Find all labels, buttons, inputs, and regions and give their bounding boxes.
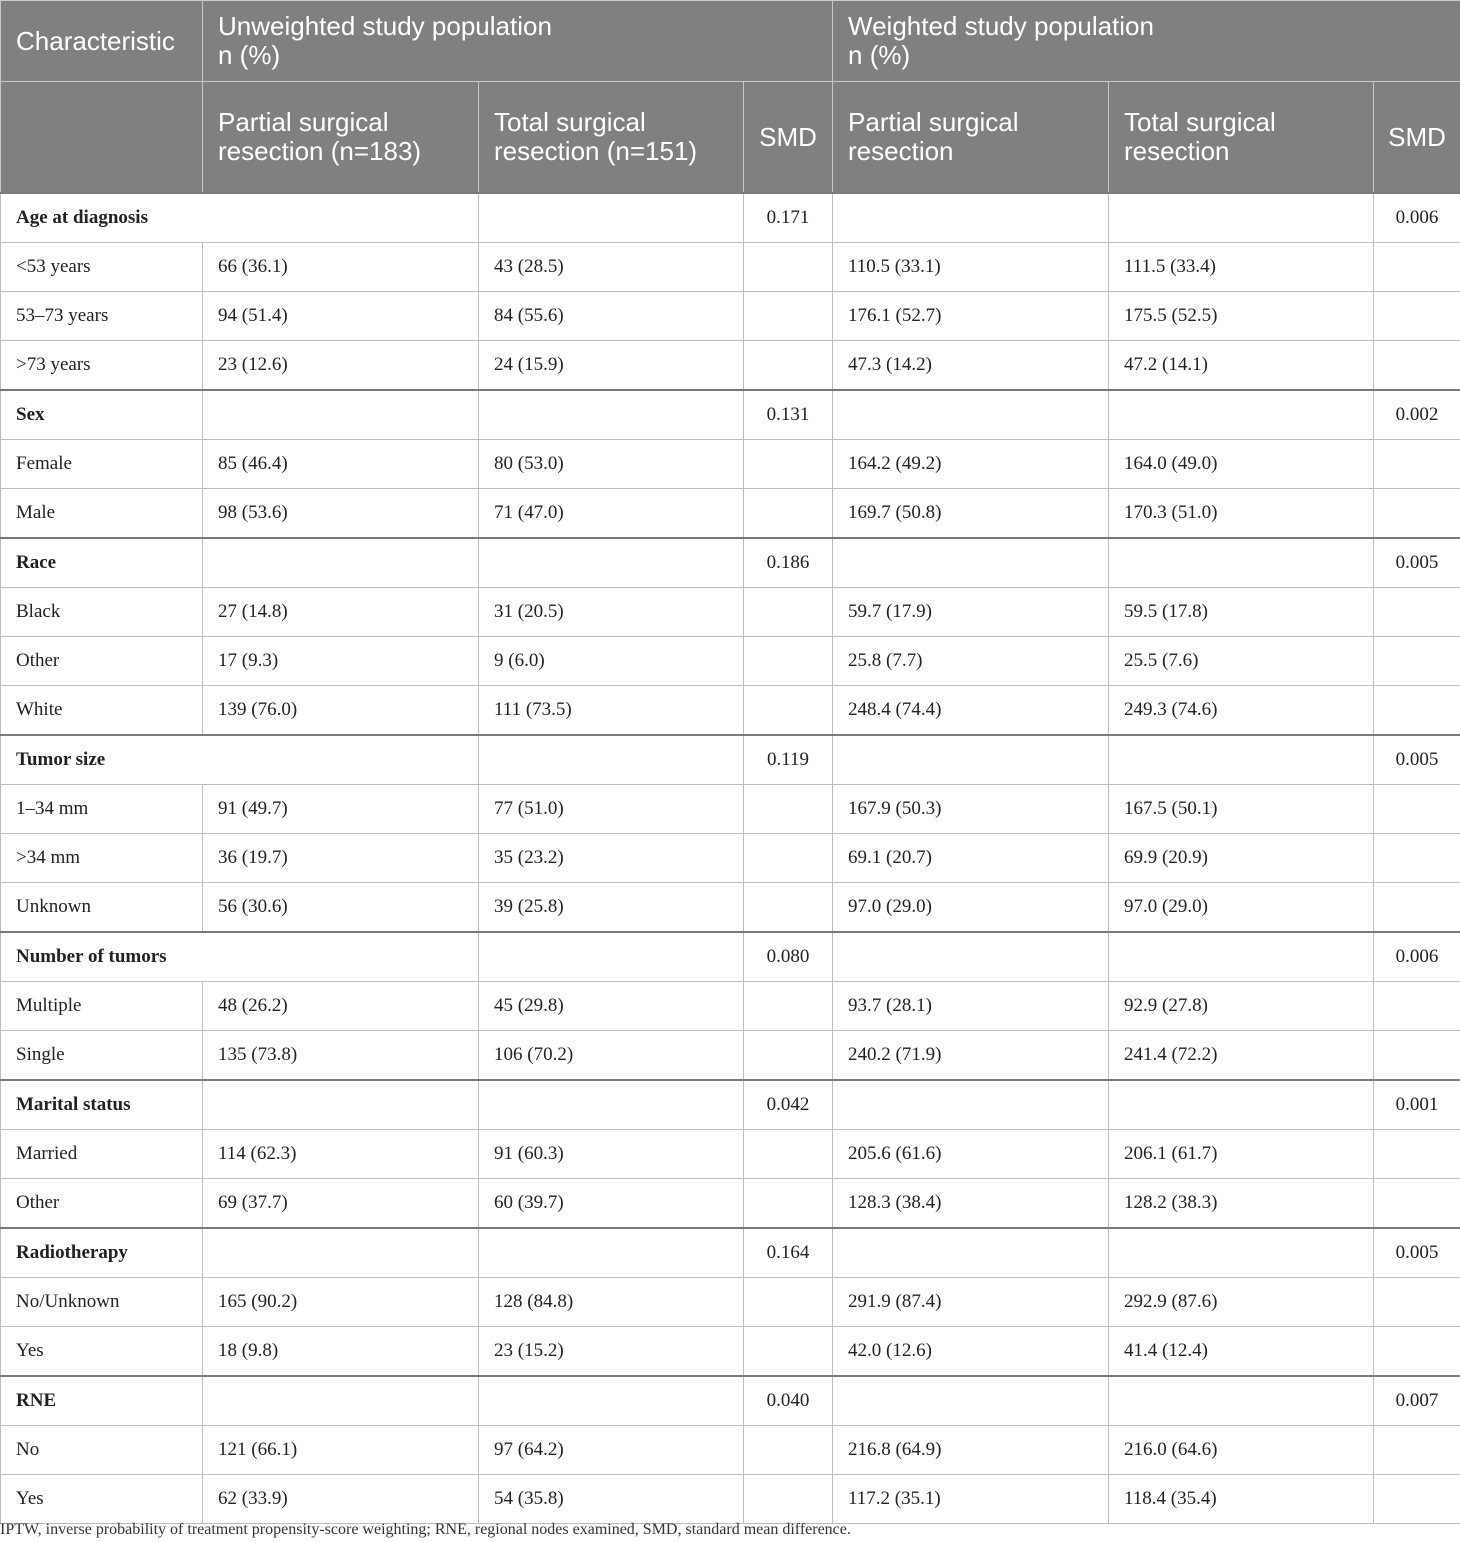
total-weighted-value: 292.9 (87.6) — [1109, 1278, 1374, 1327]
table-row — [1, 1475, 1460, 1524]
empty-cell — [744, 686, 833, 736]
partial-weighted-value: 248.4 (74.4) — [833, 686, 1109, 736]
partial-unweighted-value: 48 (26.2) — [203, 982, 479, 1031]
partial-weighted-value: 164.2 (49.2) — [833, 440, 1109, 489]
row-label: Other — [1, 1179, 203, 1229]
table-row — [1, 1031, 1460, 1081]
empty-cell — [1374, 883, 1460, 933]
partial-unweighted-value: 36 (19.7) — [203, 834, 479, 883]
total-unweighted-value: 84 (55.6) — [479, 292, 744, 341]
header-row-sub — [1, 82, 1460, 194]
row-label: Married — [1, 1130, 203, 1179]
empty-cell — [1109, 1376, 1374, 1426]
total-weighted-value: 241.4 (72.2) — [1109, 1031, 1374, 1081]
header-weighted: Weighted study population n (%) — [833, 1, 1460, 82]
partial-unweighted-value: 69 (37.7) — [203, 1179, 479, 1229]
total-weighted-value: 41.4 (12.4) — [1109, 1327, 1374, 1377]
total-unweighted-value: 31 (20.5) — [479, 588, 744, 637]
smd-weighted: 0.002 — [1374, 390, 1460, 440]
empty-cell — [1374, 1130, 1460, 1179]
empty-cell — [1374, 588, 1460, 637]
group-row — [1, 538, 1460, 588]
empty-cell — [744, 1130, 833, 1179]
partial-weighted-value: 167.9 (50.3) — [833, 785, 1109, 834]
empty-cell — [203, 1080, 479, 1130]
empty-cell — [744, 834, 833, 883]
group-label: RNE — [1, 1376, 203, 1426]
table-row — [1, 883, 1460, 933]
empty-cell — [744, 1426, 833, 1475]
header-smd-unweighted: SMD — [744, 82, 833, 194]
partial-unweighted-value: 139 (76.0) — [203, 686, 479, 736]
header-total-weighted: Total surgical resection — [1109, 82, 1374, 194]
empty-cell — [1374, 341, 1460, 391]
header-row-top — [1, 1, 1460, 82]
header-characteristic: Characteristic — [1, 1, 203, 82]
empty-cell — [744, 1179, 833, 1229]
total-unweighted-value: 80 (53.0) — [479, 440, 744, 489]
partial-weighted-value: 69.1 (20.7) — [833, 834, 1109, 883]
header-partial-unweighted: Partial surgical resection (n=183) — [203, 82, 479, 194]
table-row — [1, 243, 1460, 292]
table-row — [1, 489, 1460, 539]
total-unweighted-value: 45 (29.8) — [479, 982, 744, 1031]
smd-weighted: 0.005 — [1374, 735, 1460, 785]
empty-cell — [744, 243, 833, 292]
partial-weighted-value: 205.6 (61.6) — [833, 1130, 1109, 1179]
table-body — [1, 193, 1460, 1524]
empty-cell — [833, 932, 1109, 982]
partial-weighted-value: 93.7 (28.1) — [833, 982, 1109, 1031]
empty-cell — [833, 193, 1109, 243]
total-unweighted-value: 77 (51.0) — [479, 785, 744, 834]
table-row — [1, 1130, 1460, 1179]
empty-cell — [833, 538, 1109, 588]
table-row — [1, 982, 1460, 1031]
empty-cell — [744, 1327, 833, 1377]
empty-cell — [1109, 735, 1374, 785]
table-row — [1, 785, 1460, 834]
empty-cell — [1109, 193, 1374, 243]
empty-cell — [1374, 292, 1460, 341]
total-weighted-value: 69.9 (20.9) — [1109, 834, 1374, 883]
empty-cell — [744, 292, 833, 341]
row-label: Multiple — [1, 982, 203, 1031]
partial-weighted-value: 176.1 (52.7) — [833, 292, 1109, 341]
total-weighted-value: 111.5 (33.4) — [1109, 243, 1374, 292]
row-label: 1–34 mm — [1, 785, 203, 834]
partial-weighted-value: 240.2 (71.9) — [833, 1031, 1109, 1081]
empty-cell — [1374, 1179, 1460, 1229]
group-row — [1, 735, 1460, 785]
group-row — [1, 193, 1460, 243]
empty-cell — [479, 1376, 744, 1426]
empty-cell — [1374, 785, 1460, 834]
empty-cell — [1109, 1080, 1374, 1130]
partial-weighted-value: 25.8 (7.7) — [833, 637, 1109, 686]
empty-cell — [1374, 1426, 1460, 1475]
total-weighted-value: 118.4 (35.4) — [1109, 1475, 1374, 1524]
total-weighted-value: 167.5 (50.1) — [1109, 785, 1374, 834]
total-unweighted-value: 106 (70.2) — [479, 1031, 744, 1081]
header-unweighted: Unweighted study population n (%) — [203, 1, 833, 82]
empty-cell — [1109, 932, 1374, 982]
partial-unweighted-value: 56 (30.6) — [203, 883, 479, 933]
table-row — [1, 292, 1460, 341]
smd-unweighted: 0.186 — [744, 538, 833, 588]
total-unweighted-value: 23 (15.2) — [479, 1327, 744, 1377]
total-unweighted-value: 43 (28.5) — [479, 243, 744, 292]
empty-cell — [479, 1080, 744, 1130]
group-label: Radiotherapy — [1, 1228, 203, 1278]
header-blank — [1, 82, 203, 194]
empty-cell — [1109, 1228, 1374, 1278]
partial-weighted-value: 128.3 (38.4) — [833, 1179, 1109, 1229]
empty-cell — [1374, 1475, 1460, 1524]
row-label: No — [1, 1426, 203, 1475]
total-unweighted-value: 54 (35.8) — [479, 1475, 744, 1524]
empty-cell — [744, 1278, 833, 1327]
row-label: Yes — [1, 1475, 203, 1524]
total-weighted-value: 175.5 (52.5) — [1109, 292, 1374, 341]
group-label: Age at diagnosis — [1, 193, 479, 243]
partial-weighted-value: 169.7 (50.8) — [833, 489, 1109, 539]
partial-unweighted-value: 17 (9.3) — [203, 637, 479, 686]
empty-cell — [1374, 982, 1460, 1031]
total-weighted-value: 92.9 (27.8) — [1109, 982, 1374, 1031]
empty-cell — [744, 785, 833, 834]
table-row — [1, 834, 1460, 883]
smd-unweighted: 0.040 — [744, 1376, 833, 1426]
row-label: 53–73 years — [1, 292, 203, 341]
smd-weighted: 0.006 — [1374, 193, 1460, 243]
total-unweighted-value: 91 (60.3) — [479, 1130, 744, 1179]
table-row — [1, 637, 1460, 686]
empty-cell — [744, 883, 833, 933]
empty-cell — [479, 932, 744, 982]
row-label: <53 years — [1, 243, 203, 292]
row-label: >73 years — [1, 341, 203, 391]
total-weighted-value: 164.0 (49.0) — [1109, 440, 1374, 489]
smd-weighted: 0.005 — [1374, 538, 1460, 588]
smd-unweighted: 0.164 — [744, 1228, 833, 1278]
partial-unweighted-value: 91 (49.7) — [203, 785, 479, 834]
header-smd-weighted: SMD — [1374, 82, 1460, 194]
total-unweighted-value: 71 (47.0) — [479, 489, 744, 539]
group-label: Number of tumors — [1, 932, 479, 982]
empty-cell — [744, 1031, 833, 1081]
empty-cell — [744, 588, 833, 637]
empty-cell — [1374, 637, 1460, 686]
table-row — [1, 686, 1460, 736]
empty-cell — [833, 1080, 1109, 1130]
header-total-unweighted: Total surgical resection (n=151) — [479, 82, 744, 194]
empty-cell — [203, 1376, 479, 1426]
partial-unweighted-value: 85 (46.4) — [203, 440, 479, 489]
total-unweighted-value: 60 (39.7) — [479, 1179, 744, 1229]
empty-cell — [479, 538, 744, 588]
partial-weighted-value: 59.7 (17.9) — [833, 588, 1109, 637]
group-label: Tumor size — [1, 735, 479, 785]
partial-unweighted-value: 62 (33.9) — [203, 1475, 479, 1524]
empty-cell — [744, 440, 833, 489]
partial-unweighted-value: 114 (62.3) — [203, 1130, 479, 1179]
partial-unweighted-value: 23 (12.6) — [203, 341, 479, 391]
header-partial-weighted: Partial surgical resection — [833, 82, 1109, 194]
row-label: Other — [1, 637, 203, 686]
empty-cell — [479, 1228, 744, 1278]
total-weighted-value: 59.5 (17.8) — [1109, 588, 1374, 637]
empty-cell — [1374, 834, 1460, 883]
table-row — [1, 440, 1460, 489]
row-label: >34 mm — [1, 834, 203, 883]
empty-cell — [1374, 686, 1460, 736]
table-row — [1, 341, 1460, 391]
row-label: Unknown — [1, 883, 203, 933]
group-row — [1, 1228, 1460, 1278]
smd-unweighted: 0.131 — [744, 390, 833, 440]
total-unweighted-value: 24 (15.9) — [479, 341, 744, 391]
group-row — [1, 1376, 1460, 1426]
empty-cell — [1374, 1031, 1460, 1081]
empty-cell — [1374, 440, 1460, 489]
empty-cell — [833, 1376, 1109, 1426]
smd-weighted: 0.005 — [1374, 1228, 1460, 1278]
total-weighted-value: 47.2 (14.1) — [1109, 341, 1374, 391]
empty-cell — [1374, 243, 1460, 292]
partial-weighted-value: 110.5 (33.1) — [833, 243, 1109, 292]
total-weighted-value: 25.5 (7.6) — [1109, 637, 1374, 686]
empty-cell — [744, 341, 833, 391]
group-row — [1, 390, 1460, 440]
partial-weighted-value: 291.9 (87.4) — [833, 1278, 1109, 1327]
partial-weighted-value: 47.3 (14.2) — [833, 341, 1109, 391]
partial-weighted-value: 97.0 (29.0) — [833, 883, 1109, 933]
empty-cell — [203, 390, 479, 440]
table-row — [1, 1179, 1460, 1229]
partial-weighted-value: 216.8 (64.9) — [833, 1426, 1109, 1475]
total-unweighted-value: 9 (6.0) — [479, 637, 744, 686]
empty-cell — [833, 390, 1109, 440]
partial-unweighted-value: 98 (53.6) — [203, 489, 479, 539]
empty-cell — [203, 1228, 479, 1278]
empty-cell — [479, 735, 744, 785]
total-unweighted-value: 39 (25.8) — [479, 883, 744, 933]
group-label: Race — [1, 538, 203, 588]
empty-cell — [1374, 1278, 1460, 1327]
empty-cell — [833, 735, 1109, 785]
empty-cell — [203, 538, 479, 588]
partial-unweighted-value: 18 (9.8) — [203, 1327, 479, 1377]
group-label: Sex — [1, 390, 203, 440]
partial-weighted-value: 117.2 (35.1) — [833, 1475, 1109, 1524]
empty-cell — [744, 637, 833, 686]
partial-unweighted-value: 27 (14.8) — [203, 588, 479, 637]
smd-weighted: 0.007 — [1374, 1376, 1460, 1426]
row-label: Black — [1, 588, 203, 637]
empty-cell — [1374, 489, 1460, 539]
row-label: Male — [1, 489, 203, 539]
smd-weighted: 0.006 — [1374, 932, 1460, 982]
empty-cell — [833, 1228, 1109, 1278]
empty-cell — [744, 489, 833, 539]
row-label: Yes — [1, 1327, 203, 1377]
smd-weighted: 0.001 — [1374, 1080, 1460, 1130]
smd-unweighted: 0.042 — [744, 1080, 833, 1130]
empty-cell — [744, 1475, 833, 1524]
table-footnote: IPTW, inverse probability of treatment propensity-score weighting; RNE, regional nodes examined, SMD, standard mean difference. — [0, 1521, 851, 1538]
total-weighted-value: 206.1 (61.7) — [1109, 1130, 1374, 1179]
total-weighted-value: 216.0 (64.6) — [1109, 1426, 1374, 1475]
partial-unweighted-value: 135 (73.8) — [203, 1031, 479, 1081]
partial-unweighted-value: 66 (36.1) — [203, 243, 479, 292]
table-row — [1, 1278, 1460, 1327]
partial-weighted-value: 42.0 (12.6) — [833, 1327, 1109, 1377]
total-unweighted-value: 35 (23.2) — [479, 834, 744, 883]
total-weighted-value: 97.0 (29.0) — [1109, 883, 1374, 933]
partial-unweighted-value: 94 (51.4) — [203, 292, 479, 341]
table-row — [1, 588, 1460, 637]
empty-cell — [1109, 390, 1374, 440]
row-label: Single — [1, 1031, 203, 1081]
total-weighted-value: 128.2 (38.3) — [1109, 1179, 1374, 1229]
group-row — [1, 1080, 1460, 1130]
empty-cell — [1374, 1327, 1460, 1377]
smd-unweighted: 0.119 — [744, 735, 833, 785]
total-unweighted-value: 97 (64.2) — [479, 1426, 744, 1475]
group-row — [1, 932, 1460, 982]
total-weighted-value: 170.3 (51.0) — [1109, 489, 1374, 539]
total-unweighted-value: 111 (73.5) — [479, 686, 744, 736]
table-row — [1, 1327, 1460, 1377]
smd-unweighted: 0.171 — [744, 193, 833, 243]
empty-cell — [479, 390, 744, 440]
partial-unweighted-value: 165 (90.2) — [203, 1278, 479, 1327]
empty-cell — [744, 982, 833, 1031]
smd-unweighted: 0.080 — [744, 932, 833, 982]
total-weighted-value: 249.3 (74.6) — [1109, 686, 1374, 736]
row-label: No/Unknown — [1, 1278, 203, 1327]
table-row — [1, 1426, 1460, 1475]
empty-cell — [1109, 538, 1374, 588]
row-label: White — [1, 686, 203, 736]
partial-unweighted-value: 121 (66.1) — [203, 1426, 479, 1475]
total-unweighted-value: 128 (84.8) — [479, 1278, 744, 1327]
empty-cell — [479, 193, 744, 243]
group-label: Marital status — [1, 1080, 203, 1130]
row-label: Female — [1, 440, 203, 489]
